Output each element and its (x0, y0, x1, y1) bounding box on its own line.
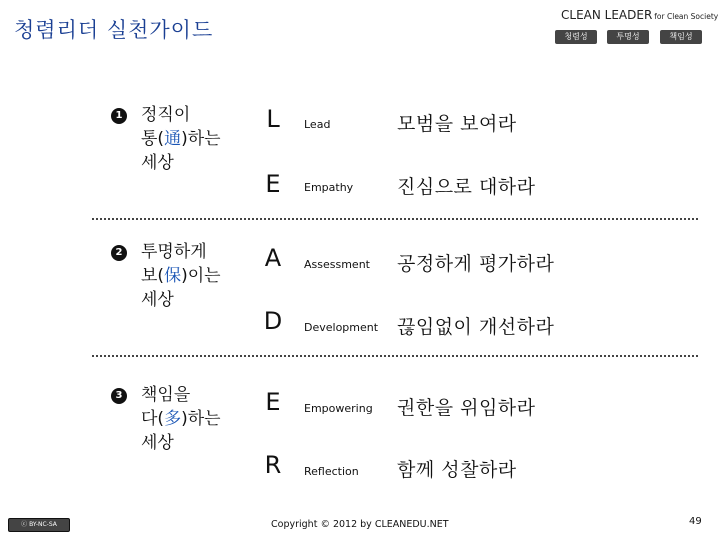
item-english: Development (304, 321, 379, 334)
license-label: BY-NC-SA (29, 521, 57, 528)
section-number-badge: 1 (111, 108, 127, 124)
hanja-char: 多 (164, 409, 182, 429)
line2-suffix: )하는 (181, 409, 221, 429)
section-line1: 정직이 (141, 105, 191, 125)
page-number: 49 (689, 516, 702, 527)
item-letter: L (266, 105, 280, 133)
tab-responsibility[interactable]: 책임성 (660, 30, 702, 44)
section-3 (111, 383, 221, 455)
item-korean: 권한을 위임하라 (397, 397, 536, 419)
section-number-badge: 3 (111, 388, 127, 404)
line2-prefix: 통( (141, 129, 165, 149)
brand-main: CLEAN LEADER (561, 8, 653, 22)
item-korean: 공정하게 평가하라 (397, 253, 555, 275)
item-korean: 모범을 보여라 (397, 113, 517, 135)
section-divider (92, 218, 698, 220)
page-title: 청렴리더 실천가이드 (14, 18, 214, 42)
item-letter: E (265, 388, 281, 416)
section-number-badge: 2 (111, 245, 127, 261)
section-line2 (141, 264, 221, 288)
section-1 (111, 103, 221, 175)
item-korean: 진심으로 대하라 (397, 176, 536, 198)
item-english: Assessment (304, 258, 370, 271)
section-2 (111, 240, 221, 312)
section-text (141, 103, 221, 175)
hanja-char: 通 (164, 129, 182, 149)
section-line1: 투명하게 (141, 242, 207, 262)
item-english: Empowering (304, 402, 373, 415)
section-line3: 세상 (141, 433, 174, 453)
item-letter: D (263, 307, 283, 335)
line2-suffix: )이는 (181, 266, 221, 286)
line2-prefix: 다( (141, 409, 165, 429)
section-line2 (141, 127, 221, 151)
item-letter: E (265, 170, 281, 198)
brand-logo (561, 8, 718, 22)
item-english: Empathy (304, 181, 354, 194)
section-divider (92, 355, 698, 357)
item-letter: R (264, 451, 282, 479)
cc-license-badge (8, 518, 70, 532)
section-line3: 세상 (141, 290, 174, 310)
item-korean: 함께 성찰하라 (397, 459, 517, 481)
tab-transparency[interactable]: 투명성 (607, 30, 649, 44)
line2-suffix: )하는 (181, 129, 221, 149)
section-line3: 세상 (141, 153, 174, 173)
section-text (141, 240, 221, 312)
line2-prefix: 보( (141, 266, 165, 286)
item-letter: A (264, 244, 282, 272)
item-english: Reflection (304, 465, 359, 478)
item-korean: 끊임없이 개선하라 (397, 316, 555, 338)
cc-icon: ⓒ (21, 521, 28, 528)
section-line2 (141, 407, 221, 431)
copyright-text: Copyright © 2012 by CLEANEDU.NET (271, 519, 449, 530)
item-english: Lead (304, 118, 331, 131)
hanja-char: 保 (164, 266, 182, 286)
section-line1: 책임을 (141, 385, 191, 405)
section-text (141, 383, 221, 455)
tab-integrity[interactable]: 청렴성 (555, 30, 597, 44)
brand-sub: for Clean Society (654, 12, 719, 21)
